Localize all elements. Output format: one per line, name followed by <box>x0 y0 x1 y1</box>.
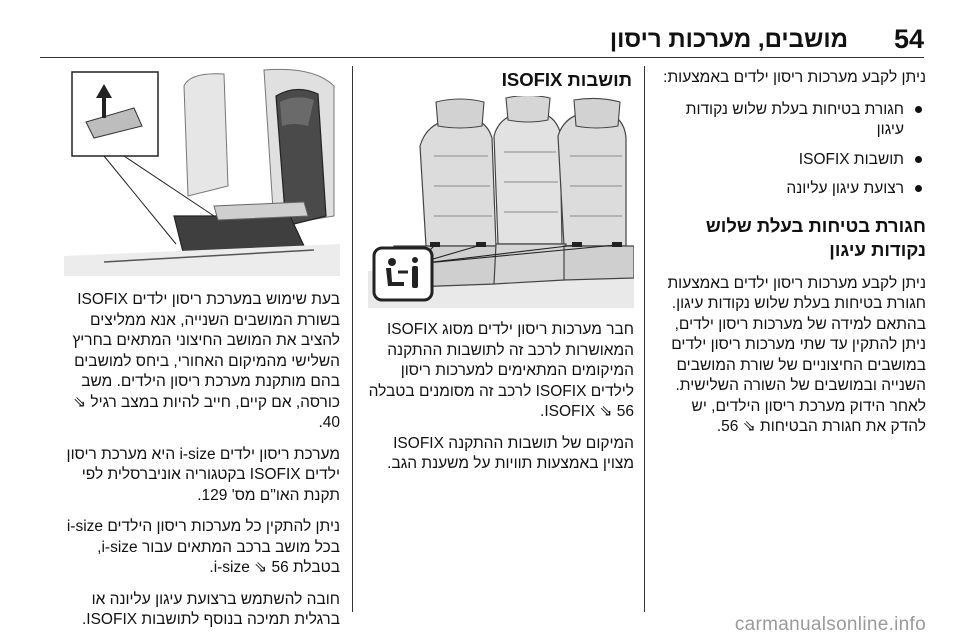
mount-options-list <box>658 100 926 200</box>
seat-adjustment-illustration <box>64 66 340 276</box>
page-header <box>0 0 960 58</box>
column-middle-text <box>368 320 634 486</box>
header-divider <box>40 57 924 58</box>
section-heading: חגורת בטיחות בעלת שלוש נקודות עיגון <box>705 214 926 260</box>
intro-text: ניתן לקבע מערכות ריסון ילדים באמצעות: <box>663 69 926 86</box>
body-paragraph: ניתן להתקין כל מערכות ריסון הילדים i-size בכל מושב ברכב המתאים עבור i-size, בטבלת i-size ⇘ 56. <box>66 518 340 576</box>
body-paragraph: חבר מערכות ריסון ילדים מסוג ISOFIX המאושרות לרכב זה לתושבות ההתקנה המיקומים המתאימים למערכות ריסון לילדים ISOFIX לרכב זה מסומנים בטבלה ISOFIX ⇘ 56. <box>368 321 634 420</box>
seat-slide-drawing <box>64 66 340 276</box>
page-title: מושבים, מערכות ריסון <box>609 26 848 53</box>
column-divider-right <box>644 66 645 612</box>
list-item: חגורת בטיחות בעלת שלוש נקודות עיגון <box>658 100 926 141</box>
column-left <box>64 290 340 642</box>
rear-bench-seats-drawing <box>368 96 634 308</box>
page-number: 54 <box>893 24 924 54</box>
body-paragraph: המיקום של תושבות ההתקנה ISOFIX מצוין באמצעות תוויות על משענת הגב. <box>387 434 634 472</box>
list-item: רצועת עיגון עליונה <box>658 179 926 200</box>
body-paragraph: ניתן לקבע מערכות ריסון ילדים באמצעות חגורת בטיחות בעלת שלוש נקודות עיגון. בהתאם למידה של מערכות ריסון ילדים, ניתן להתקין עד שתי מערכות ריסון ילדים במושבים החיצוניים של שורת המושבים השנייה ובמושבים של השורה השלישית. לאחר הידוק מערכת ריסון הילדים, יש להדק את חגורת הבטיחות ⇘ 56. <box>667 274 926 435</box>
body-paragraph: מערכת ריסון ילדים i-size היא מערכת ריסון ילדים ISOFIX בקטגוריה אוניברסלית לפי תקנת האו"ם מס' 129. <box>66 445 340 504</box>
column-right <box>658 68 926 449</box>
list-item: תושבות ISOFIX <box>658 150 926 171</box>
column-divider-left <box>352 66 353 612</box>
body-paragraph: חובה להשתמש ברצועת עיגון עליונה או ברגלית תמיכה בנוסף לתושבות ISOFIX. <box>81 590 340 628</box>
watermark: carmanualsonline.info <box>734 614 926 635</box>
body-paragraph: בעת שימוש במערכת ריסון ילדים ISOFIX בשורת המושבים השנייה, אנא ממליצים להציב את המושב החיצוני המתאים בחריץ השלישי מהמיקום האחורי, ביחס למושבים בהם מותקנת מערכת ריסון הילדים. משב כורסה, אם קיים, חייב להיות במצב רגיל ⇘ 40. <box>72 291 340 431</box>
section-heading: תושבות ISOFIX <box>501 69 632 90</box>
isofix-seats-illustration <box>368 96 634 308</box>
